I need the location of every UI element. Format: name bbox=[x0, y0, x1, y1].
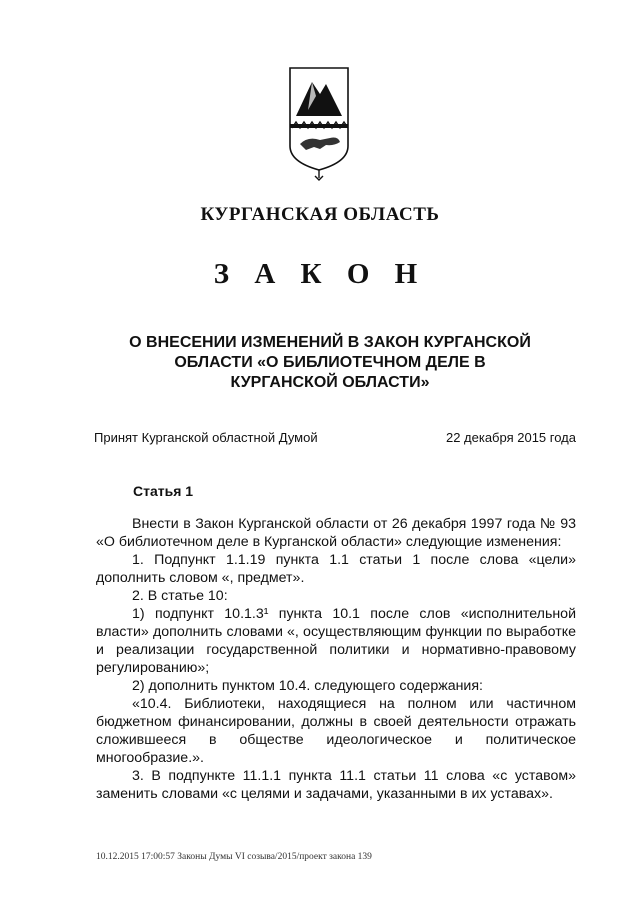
law-title bbox=[90, 333, 570, 393]
law-title-line: КУРГАНСКОЙ ОБЛАСТИ» bbox=[230, 374, 430, 391]
article-body bbox=[96, 515, 576, 803]
article-paragraph: 1. Подпункт 1.1.19 пункта 1.1 статьи 1 после слова «цели» дополнить словом «, предмет». bbox=[96, 552, 576, 586]
article-paragraph: 3. В подпункте 11.1.1 пункта 11.1 статьи 11 слова «с уставом» заменить словами «с целями и задачами, указанными в их уставах». bbox=[96, 768, 576, 802]
kurgan-oblast-coat-of-arms-icon bbox=[286, 62, 352, 182]
adopted-by-text: Принят Курганской областной Думой bbox=[94, 430, 318, 445]
article-paragraph: 2. В статье 10: bbox=[132, 588, 228, 604]
law-title-line: О ВНЕСЕНИИ ИЗМЕНЕНИЙ В ЗАКОН КУРГАНСКОЙ bbox=[129, 334, 531, 351]
article-paragraph: 2) дополнить пунктом 10.4. следующего содержания: bbox=[132, 678, 483, 694]
article-paragraph: «10.4. Библиотеки, находящиеся на полном или частичном бюджетном финансировании, должны в своей деятельности отражать сложившееся в обществе идеологическое и политическое многообразие.». bbox=[96, 696, 576, 766]
region-heading: КУРГАНСКАЯ ОБЛАСТЬ bbox=[200, 204, 440, 225]
article-heading: Статья 1 bbox=[133, 483, 194, 499]
file-path-footer: 10.12.2015 17:00:57 Законы Думы VI созыва/2015/проект закона 139 bbox=[96, 852, 372, 862]
law-title-line: ОБЛАСТИ «О БИБЛИОТЕЧНОМ ДЕЛЕ В bbox=[174, 354, 486, 371]
article-paragraph: Внести в Закон Курганской области от 26 декабря 1997 года № 93 «О библиотечном деле в Курганской области» следующие изменения: bbox=[96, 516, 576, 550]
adoption-date: 22 декабря 2015 года bbox=[445, 430, 576, 445]
document-type-heading: З А К О Н bbox=[213, 258, 427, 290]
article-paragraph: 1) подпункт 10.1.3¹ пункта 10.1 после слов «исполнительной власти» дополнить словами «, осуществляющим функции по выработке и реализации государственной политики и нормативно-правовому регулированию»; bbox=[96, 606, 576, 676]
